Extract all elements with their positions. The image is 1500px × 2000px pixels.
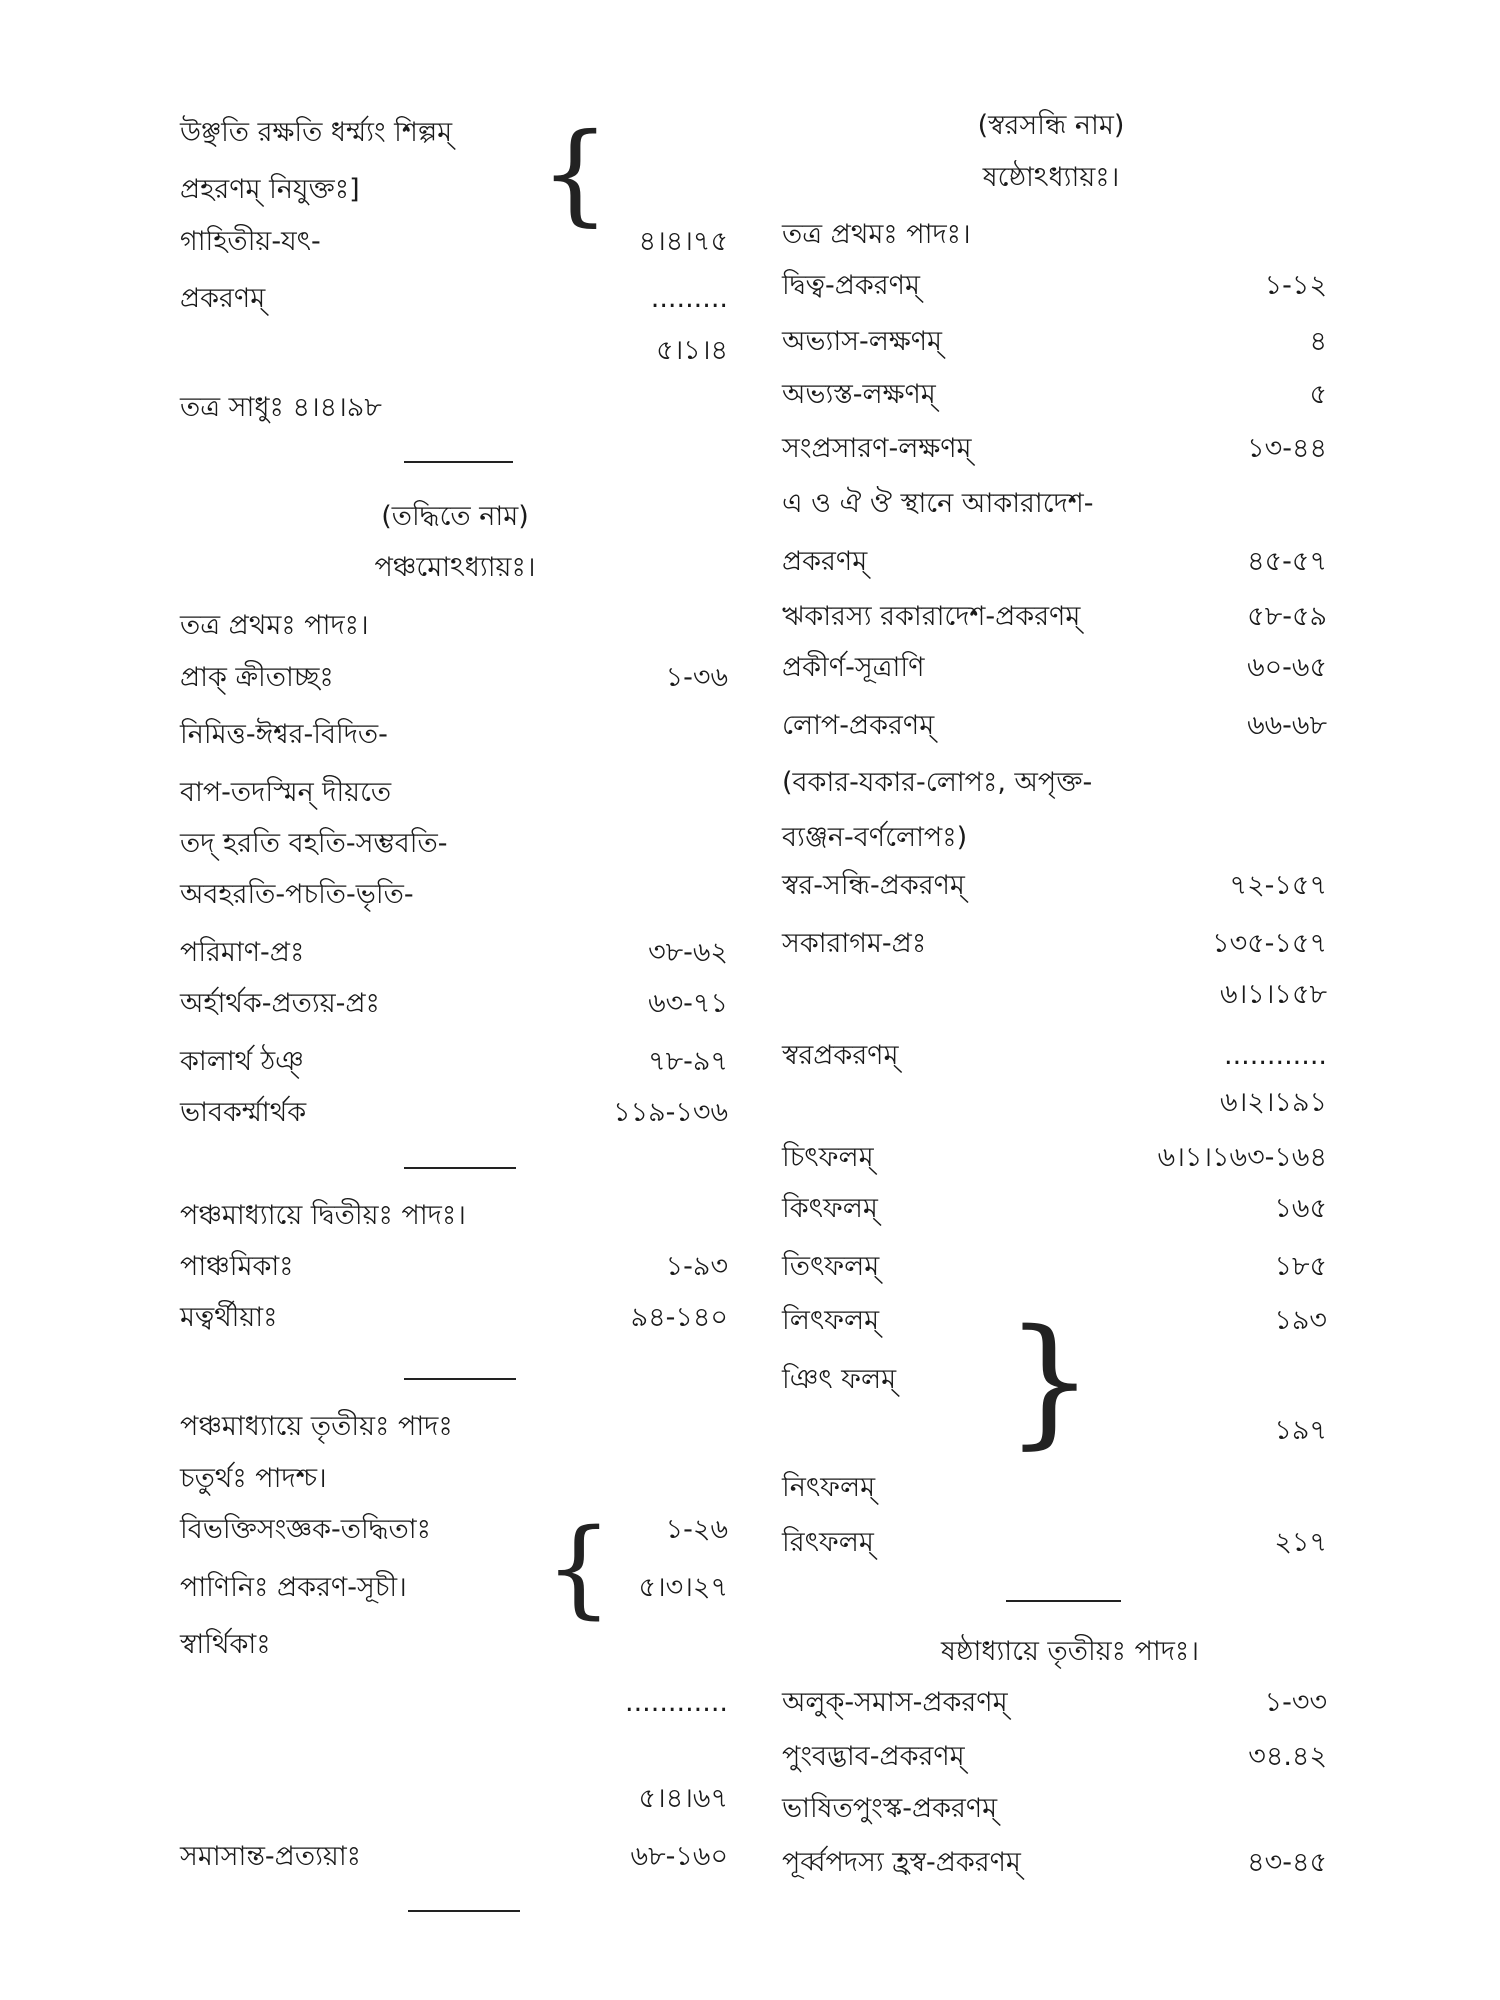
index-entry-title: গাহিতীয়-যৎ- [180, 226, 321, 257]
section-divider [404, 1378, 516, 1380]
index-entry-title: নিমিত্ত-ঈশ্বর-বিদিত- [180, 719, 388, 750]
index-entry-title: প্রহরণম্ নিযুক্তঃ] [180, 174, 360, 205]
sutra-reference: ৬৬-৬৮ [1247, 710, 1327, 741]
index-entry-title: বাপ-তদস্মিন্ দীয়তে [180, 777, 392, 808]
sutra-reference: ৪৫-৫৭ [1247, 546, 1327, 577]
index-entry-title: পূর্ব্বপদস্য হ্রস্ব-প্রকরণম্ [782, 1847, 1021, 1878]
sutra-reference: ৪।৪।৭৫ [638, 226, 728, 257]
sutra-reference: ৩৮-৬২ [648, 937, 728, 968]
index-entry-title: অভ্যাস-লক্ষণম্ [782, 326, 943, 357]
section-heading: পঞ্চমোঽধ্যায়ঃ। [374, 552, 536, 583]
sutra-reference: ৫।৩।২৭ [638, 1572, 728, 1603]
index-entry-title: প্রকরণম্ [180, 283, 266, 314]
index-entry-title: প্রকরণম্ [782, 546, 868, 577]
index-entry-title: ঞিৎ ফলম্ [782, 1364, 897, 1395]
index-entry-title: তদ্ হরতি বহতি-সম্ভবতি- [180, 828, 448, 859]
index-entry-title: পঞ্চমাধ্যায়ে দ্বিতীয়ঃ পাদঃ। [180, 1200, 466, 1231]
sutra-reference: ১-১২ [1264, 270, 1327, 301]
section-divider [404, 1167, 516, 1169]
sutra-reference: ৭৮-৯৭ [648, 1046, 728, 1077]
index-entry-title: স্বরপ্রকরণম্ [782, 1040, 899, 1071]
sutra-reference: ৫।৪।৬৭ [638, 1783, 728, 1814]
index-entry-title: অভ্যস্ত-লক্ষণম্ [782, 379, 936, 410]
index-entry-title: তিৎফলম্ [782, 1251, 880, 1282]
sutra-reference: ১৩৫-১৫৭ [1212, 928, 1327, 959]
sutra-reference: ৬।২।১৯১ [1220, 1087, 1327, 1118]
sutra-reference: ৫৮-৫৯ [1247, 601, 1327, 632]
section-heading: ষষ্ঠোঽধ্যায়ঃ। [982, 162, 1120, 193]
index-entry-title: তত্র সাধুঃ ৪।৪।৯৮ [180, 392, 382, 423]
index-entry-title: সমাসান্ত-প্রত্যয়াঃ [180, 1841, 362, 1872]
index-entry-title: রিৎফলম্ [782, 1527, 874, 1558]
sutra-reference: ১-৩৩ [1264, 1687, 1327, 1718]
sutra-reference: ১-২৬ [665, 1514, 728, 1545]
index-entry-title: লিৎফলম্ [782, 1305, 880, 1336]
left-brace-icon: { [540, 109, 610, 237]
sutra-reference: ৬৩-৭১ [648, 988, 728, 1019]
sutra-reference: ১১৯-১৩৬ [613, 1097, 728, 1128]
index-entry-title: ভাবকর্ম্মার্থক [180, 1097, 307, 1128]
sutra-reference: ১৩-৪৪ [1247, 433, 1327, 464]
sutra-reference: ১-৩৬ [665, 662, 728, 693]
index-entry-title: পুংবদ্ভাব-প্রকরণম্ [782, 1741, 965, 1772]
sutra-reference: ৬০-৬৫ [1247, 652, 1327, 683]
index-entry-title: অলুক্-সমাস-প্রকরণম্ [782, 1687, 1008, 1718]
section-heading: ষষ্ঠাধ্যায়ে তৃতীয়ঃ পাদঃ। [941, 1636, 1199, 1667]
index-entry-title: কিৎফলম্ [782, 1193, 878, 1224]
index-entry-title: তত্র প্রথমঃ পাদঃ। [782, 219, 971, 250]
index-entry-title: পঞ্চমাধ্যায়ে তৃতীয়ঃ পাদঃ [180, 1411, 453, 1442]
sutra-reference: ১৯৭ [1274, 1415, 1327, 1446]
index-entry-title: প্রকীর্ণ-সূত্রাণি [782, 652, 925, 683]
sutra-reference: ............ [625, 1687, 728, 1718]
index-entry-title: বিভক্তিসংজ্ঞক-তদ্ধিতাঃ [180, 1514, 432, 1545]
left-brace-icon: { [545, 1506, 613, 1629]
section-divider [408, 1910, 520, 1912]
sutra-reference: ............ [1224, 1040, 1327, 1071]
section-divider [404, 461, 513, 463]
index-entry-title: স্বর-সন্ধি-প্রকরণম্ [782, 870, 965, 901]
sutra-reference: ৬।১।১৬৩-১৬৪ [1157, 1142, 1327, 1173]
index-entry-title: লোপ-প্রকরণম্ [782, 710, 935, 741]
index-entry-title: সকারাগম-প্রঃ [782, 928, 927, 959]
right-brace-icon: } [1005, 1300, 1095, 1463]
index-entry-title: ভাষিতপুংস্ক-প্রকরণম্ [782, 1793, 998, 1824]
index-entry-title: চতুর্থঃ পাদশ্চ। [180, 1463, 327, 1494]
sutra-reference: ......... [650, 283, 728, 314]
sutra-reference: ২১৭ [1274, 1527, 1327, 1558]
index-entry-title: পরিমাণ-প্রঃ [180, 937, 305, 968]
index-entry-title: মত্বর্থীয়াঃ [180, 1302, 278, 1333]
section-heading: (স্বরসন্ধি নাম) [977, 110, 1125, 141]
sutra-reference: ৯৪-১৪০ [630, 1302, 728, 1333]
sutra-reference: ৪৩-৪৫ [1247, 1847, 1327, 1878]
index-entry-title: কালার্থ ঠঞ্ [180, 1046, 304, 1077]
index-entry-title: তত্র প্রথমঃ পাদঃ। [180, 610, 369, 641]
sutra-reference: ১৮৫ [1274, 1251, 1327, 1282]
index-entry-title: অবহরতি-পচতি-ভৃতি- [180, 879, 414, 910]
index-entry-title: (বকার-যকার-লোপঃ, অপৃক্ত- [782, 767, 1093, 798]
index-entry-title: ঋকারস্য রকারাদেশ-প্রকরণম্ [782, 601, 1081, 632]
sutra-reference: ৬।১।১৫৮ [1220, 979, 1327, 1010]
sutra-reference: ৪ [1309, 326, 1327, 357]
section-divider [1006, 1600, 1121, 1602]
index-entry-title: পাণিনিঃ প্রকরণ-সূচী। [180, 1572, 407, 1603]
index-entry-title: চিৎফলম্ [782, 1142, 874, 1173]
sutra-reference: ৭২-১৫৭ [1229, 870, 1327, 901]
sutra-reference: ৫ [1309, 379, 1327, 410]
sutra-reference: ১৯৩ [1274, 1305, 1327, 1336]
sutra-reference: ৫।১।৪ [656, 335, 728, 366]
sutra-reference: ১-৯৩ [665, 1251, 728, 1282]
index-entry-title: পাঞ্চমিকাঃ [180, 1251, 294, 1282]
index-entry-title: প্রাক্ ক্রীতাচ্ছঃ [180, 662, 334, 693]
sutra-reference: ৬৮-১৬০ [630, 1841, 728, 1872]
index-entry-title: অর্হার্থক-প্রত্যয়-প্রঃ [180, 988, 380, 1019]
index-entry-title: সংপ্রসারণ-লক্ষণম্ [782, 433, 972, 464]
sutra-reference: ৩৪.৪২ [1248, 1741, 1327, 1772]
index-entry-title: স্বার্থিকাঃ [180, 1629, 271, 1660]
sutra-reference: ১৬৫ [1274, 1193, 1327, 1224]
index-entry-title: উঞ্ছতি রক্ষতি ধর্ম্ম্যং শিল্পম্ [180, 117, 453, 148]
index-entry-title: দ্বিত্ব-প্রকরণম্ [782, 270, 920, 301]
section-heading: (তদ্ধিতে নাম) [381, 501, 529, 532]
index-entry-title: ব্যঞ্জন-বর্ণলোপঃ) [782, 822, 968, 853]
index-entry-title: নিৎফলম্ [782, 1472, 876, 1503]
index-entry-title: এ ও ঐ ঔ স্থানে আকারাদেশ- [782, 488, 1094, 519]
